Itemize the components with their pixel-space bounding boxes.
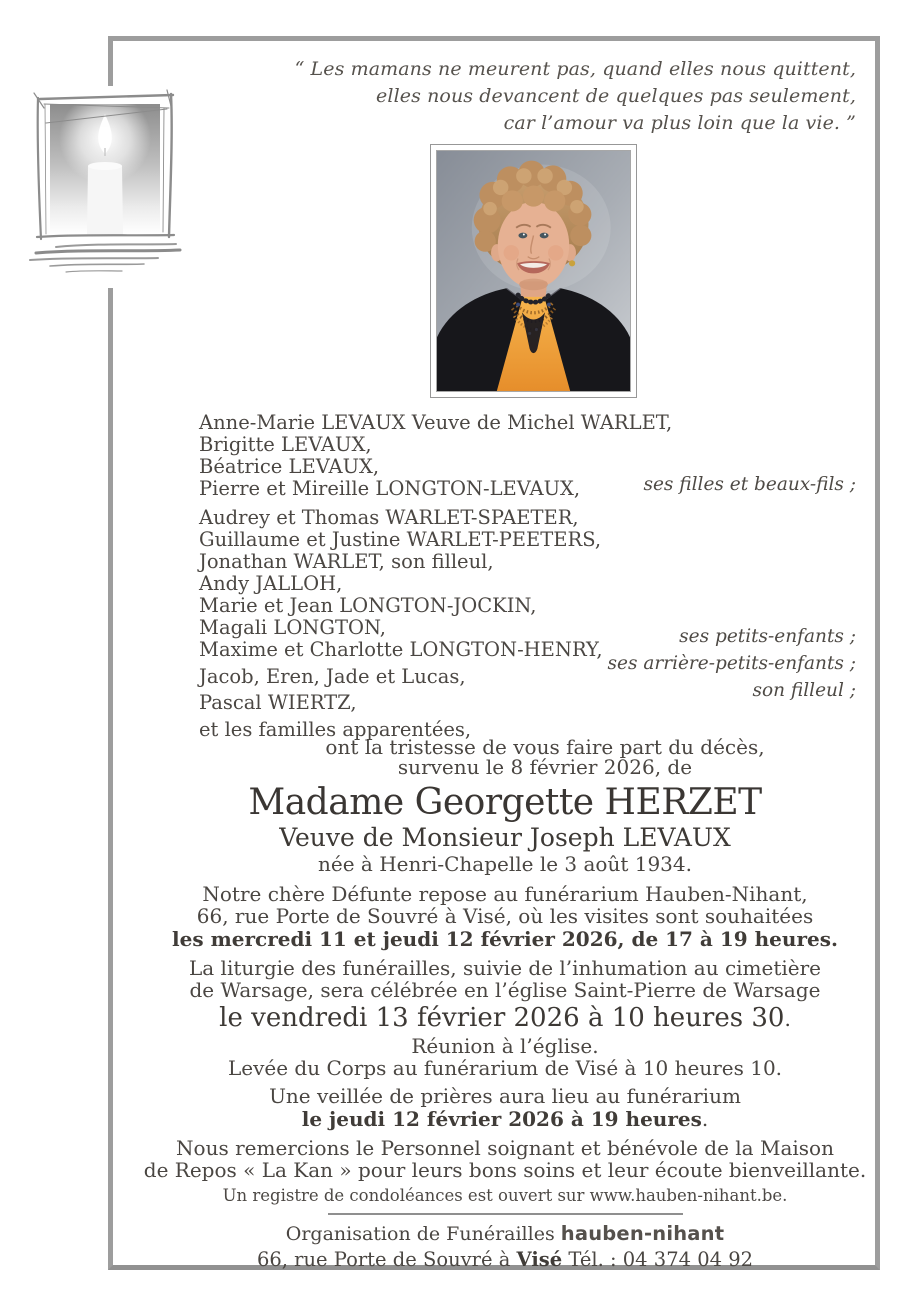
- funeral-home-address-line: [115, 1247, 895, 1273]
- mourners-list: [199, 412, 672, 741]
- mourner-line: Andy JALLOH,: [199, 572, 343, 595]
- funeral-datetime: le vendredi 13 février 2026 à 10 heures 30: [219, 1003, 785, 1034]
- mourner-line: Maxime et Charlotte LONGTON-HENRY,: [199, 638, 603, 661]
- funeral-datetime-line: [115, 1003, 895, 1035]
- mourner-line: Audrey et Thomas WARLET-SPAETER,: [199, 506, 579, 529]
- announcement-intro: [155, 737, 918, 777]
- address-prefix: 66, rue Porte de Souvré à: [256, 1247, 511, 1271]
- mourner-line: Pierre et Mireille LONGTON-LEVAUX,: [199, 477, 581, 500]
- funeral-home-brand: hauben-nihant: [560, 1221, 725, 1245]
- portrait-image: [437, 151, 630, 391]
- quote-line: elles nous devancent de quelques pas seulement,: [376, 85, 856, 107]
- phone-number: Tél. : 04 374 04 92: [568, 1247, 754, 1271]
- deceased-name-title: Madame Georgette HERZET: [248, 782, 762, 823]
- repose-paragraph: [115, 883, 895, 950]
- quote-line: “ Les mamans ne meurent pas, quand elles nous quittent,: [294, 58, 856, 80]
- mourner-line: et les familles apparentées,: [199, 718, 472, 741]
- intro-line: ont la tristesse de vous faire part du décès,: [325, 735, 765, 759]
- intro-line: survenu le 8 février 2026, de: [397, 755, 693, 779]
- funeral-home-line: [115, 1221, 895, 1247]
- memorial-quote: [295, 56, 856, 137]
- mourner-line: Anne-Marie LEVAUX Veuve de Michel WARLET,: [199, 411, 673, 434]
- thanks-line: de Repos « La Kan » pour leurs bons soins et leur écoute bienveillante.: [143, 1158, 867, 1183]
- mourner-line: Béatrice LEVAUX,: [199, 455, 380, 478]
- repose-line: 66, rue Porte de Souvré à Visé, où les visites sont souhaitées: [196, 904, 814, 929]
- organisation-prefix: Organisation de Funérailles: [285, 1222, 555, 1245]
- deceased-portrait-photo: [430, 144, 637, 398]
- thanks-paragraph: [115, 1137, 895, 1182]
- memorial-candle-image: [24, 86, 196, 288]
- mourner-line: Jonathan WARLET, son filleul,: [199, 550, 494, 573]
- thanks-line: Nous remercions le Personnel soignant et bénévole de la Maison: [176, 1136, 834, 1161]
- vigil-datetime: le jeudi 12 février 2026 à 19 heures: [301, 1106, 702, 1131]
- reunion-line: Réunion à l’église.: [411, 1034, 599, 1059]
- repose-line: Notre chère Défunte repose au funérarium Hauben-Nihant,: [202, 882, 808, 906]
- quote-line: car l’amour va plus loin que la vie. ”: [503, 112, 856, 134]
- mourner-line: Magali LONGTON,: [199, 616, 386, 639]
- announcement-body: [115, 737, 895, 1273]
- portrait-photo-inner: [436, 150, 631, 392]
- vigil-line: Une veillée de prières aura lieu au funérarium: [269, 1084, 741, 1109]
- liturgy-paragraph: [115, 957, 895, 1002]
- footer-divider: [328, 1213, 683, 1215]
- address-city: Visé: [516, 1247, 563, 1271]
- relation-label-great-grandchildren: ses arrière-petits-enfants ;: [607, 653, 856, 674]
- vigil-period: .: [701, 1106, 709, 1131]
- liturgy-line: La liturgie des funérailles, suivie de l’inhumation au cimetière: [188, 955, 822, 980]
- widow-subtitle: Veuve de Monsieur Joseph LEVAUX: [279, 823, 731, 852]
- condolence-register-line: Un registre de condoléances est ouvert sur www.hauben-nihant.be.: [222, 1185, 788, 1205]
- mourner-line: Pascal WIERTZ,: [199, 691, 357, 714]
- relation-label-godson: son filleul ;: [752, 680, 856, 701]
- visit-hours-line: les mercredi 11 et jeudi 12 février 2026, de 17 à 19 heures.: [172, 926, 838, 951]
- liturgy-line: de Warsage, sera célébrée en l’église Saint-Pierre de Warsage: [189, 978, 821, 1003]
- vigil-paragraph: [115, 1085, 895, 1130]
- mourner-line: Jacob, Eren, Jade et Lucas,: [199, 665, 466, 688]
- mourner-line: Guillaume et Justine WARLET-PEETERS,: [199, 528, 602, 551]
- mourner-line: Marie et Jean LONGTON-JOCKIN,: [199, 594, 537, 617]
- levee-line: Levée du Corps au funérarium de Visé à 10 heures 10.: [227, 1056, 783, 1081]
- relation-label-daughters: ses filles et beaux-fils ;: [643, 474, 856, 495]
- relation-label-grandchildren: ses petits-enfants ;: [679, 626, 856, 647]
- candle-sketch-icon: [24, 86, 196, 288]
- mourner-line: Brigitte LEVAUX,: [199, 433, 372, 456]
- birth-line: née à Henri-Chapelle le 3 août 1934.: [318, 852, 692, 876]
- funeral-datetime-period: .: [784, 1007, 791, 1032]
